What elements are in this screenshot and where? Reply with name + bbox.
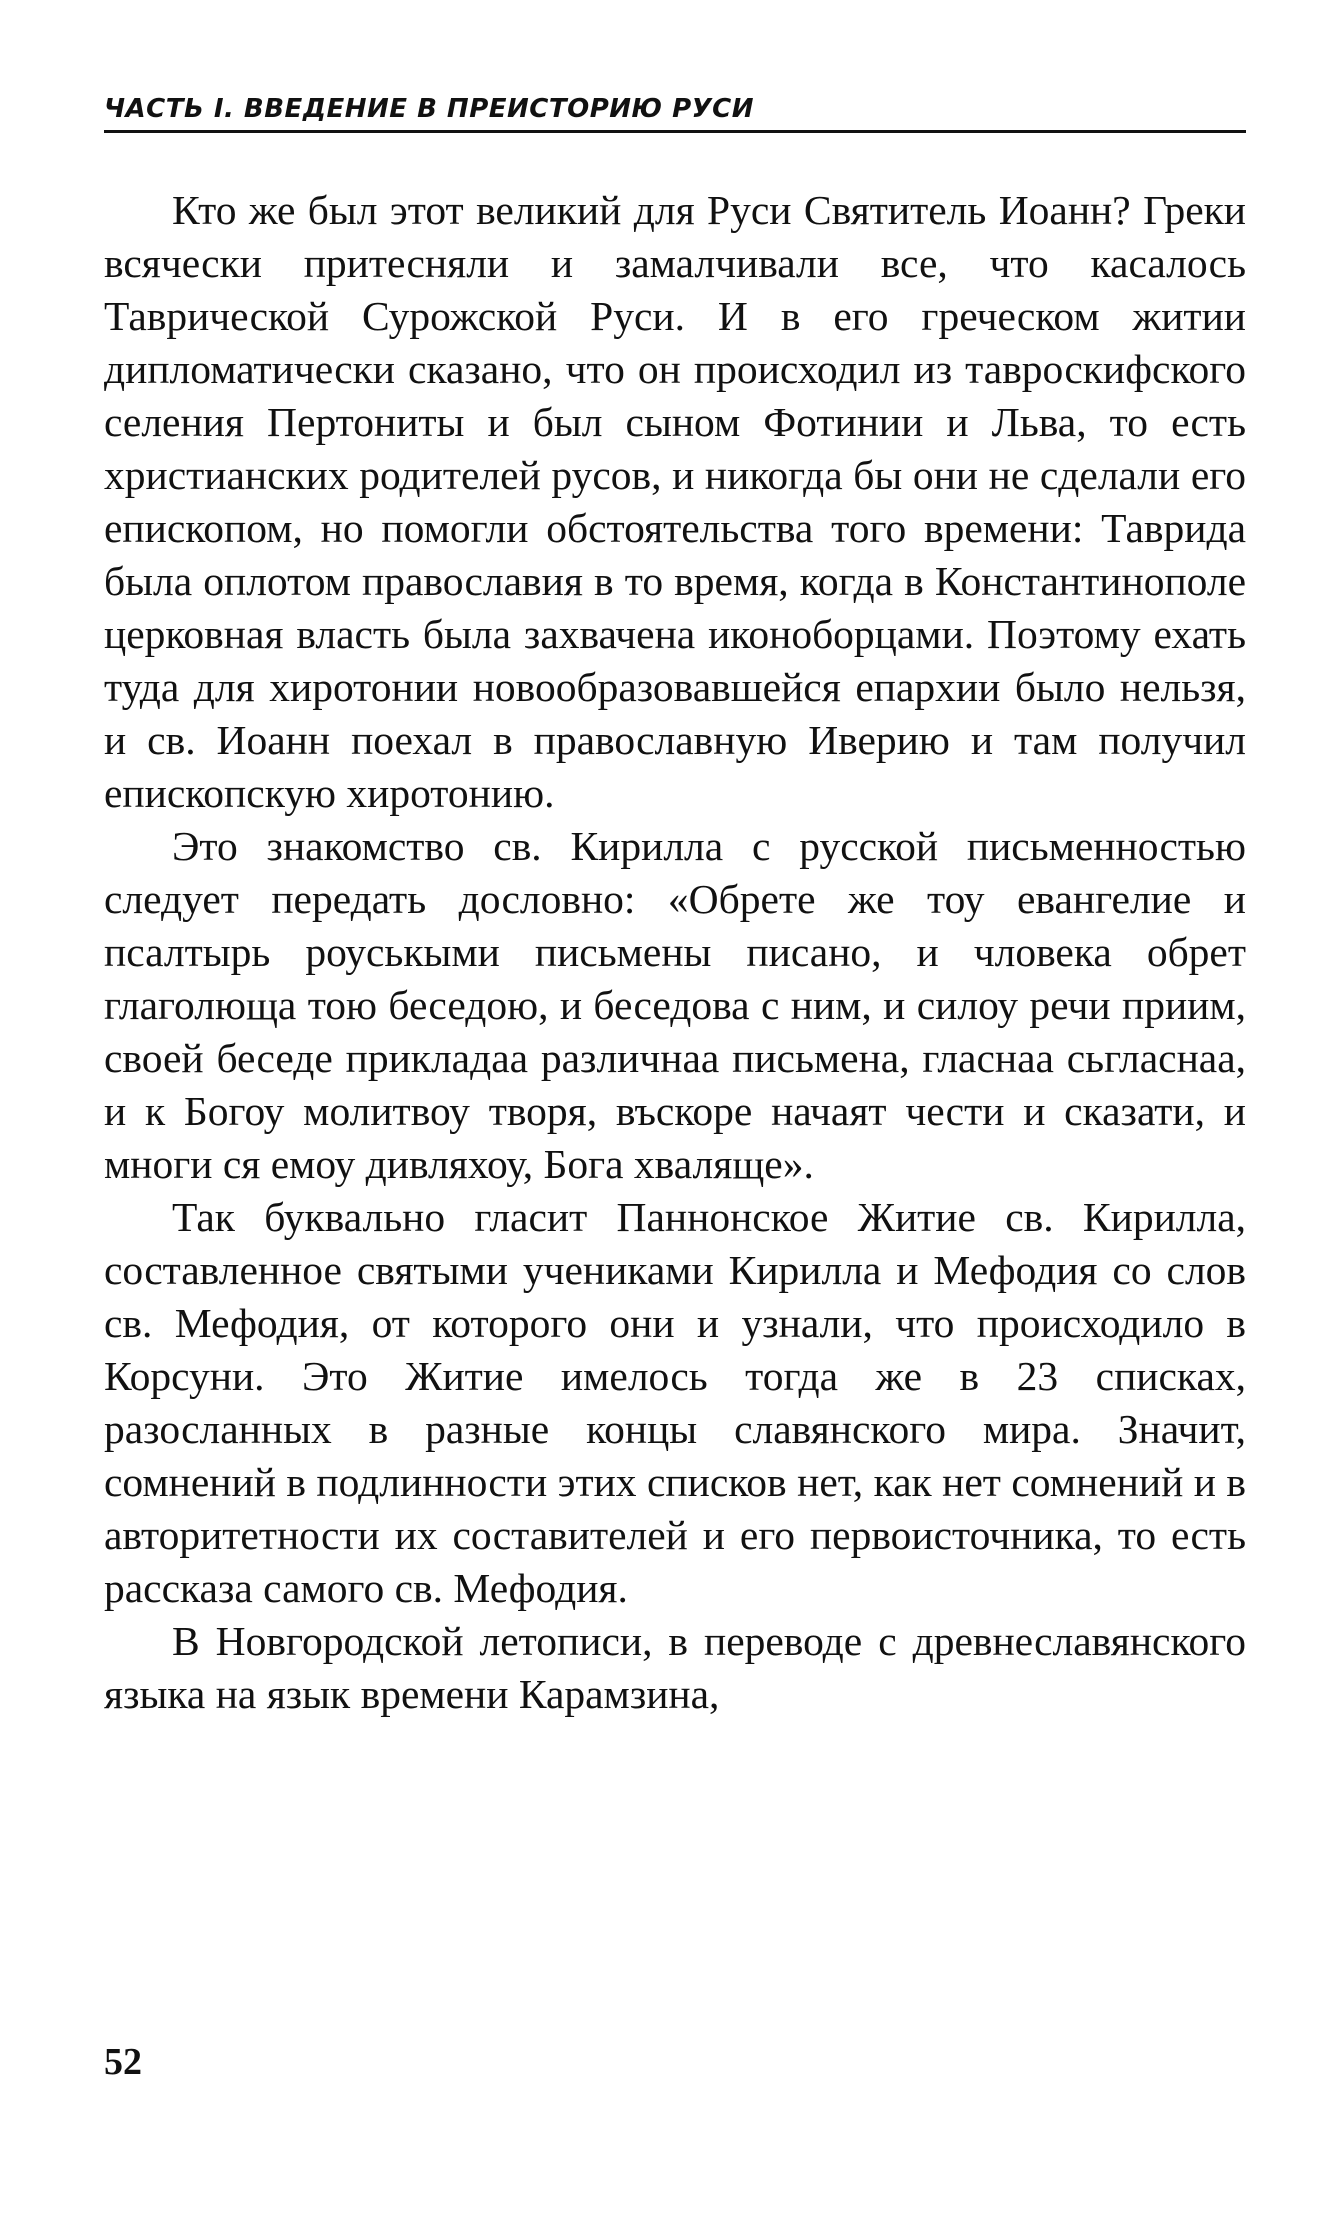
running-header: ЧАСТЬ I. ВВЕДЕНИЕ В ПРЕИСТОРИЮ РУСИ [104,92,1246,133]
paragraph-4: В Новгородской летописи, в переводе с древнеславянского языка на язык времени Карамзина, [104,1618,1246,1717]
paragraph-3: Так буквально гласит Паннонское Житие св. Кирилла, составленное святыми учениками Кирилла и Мефодия со слов св. Мефодия, от которого они и узнали, что происходило в Корсуни. Это Житие имелось тогда же в 23 списках, разосланных в разные концы славянского мира. Значит, сомнений в подлинности этих списков нет, как нет сомнений и в авторитетности их составителей и его первоисточника, то есть рассказа самого св. Мефодия. [104,1194,1246,1611]
paragraph-2: Это знакомство св. Кирилла с русской письменностью следует передать дословно: «Обрете же тоу евангелие и псалтырь роуськыми письмены писано, и чловека обрет глаголюща тою беседою, и беседова с ним, и силоу речи приим, своей беседе прикладаа различнаа письмена, гласнаа сьгласнаа, и к Богоу молитвоу творя, въскоре начаят чести и сказати, и многи ся емоу дивляхоу, Бога хваляще». [104,823,1246,1187]
page-number: 52 [104,2041,142,2083]
paragraph-1: Кто же был этот великий для Руси Святитель Иоанн? Греки всячески притесняли и замалчивали все, что касалось Таврической Сурожской Руси. И в его греческом житии дипломатически сказано, что он происходил из тавроскифского селения Пертониты и был сыном Фотинии и Льва, то есть христианских родителей русов, и никогда бы они не сделали его епископом, но помогли обстоятельства того времени: Таврида была оплотом православия в то время, когда в Константинополе церковная власть была захвачена иконоборцами. Поэтому ехать туда для хиротонии новообразовавшейся епархии было нельзя, и св. Иоанн поехал в православную Иверию и там получил епископскую хиротонию. [104,187,1246,816]
body-text [104,184,1246,1721]
